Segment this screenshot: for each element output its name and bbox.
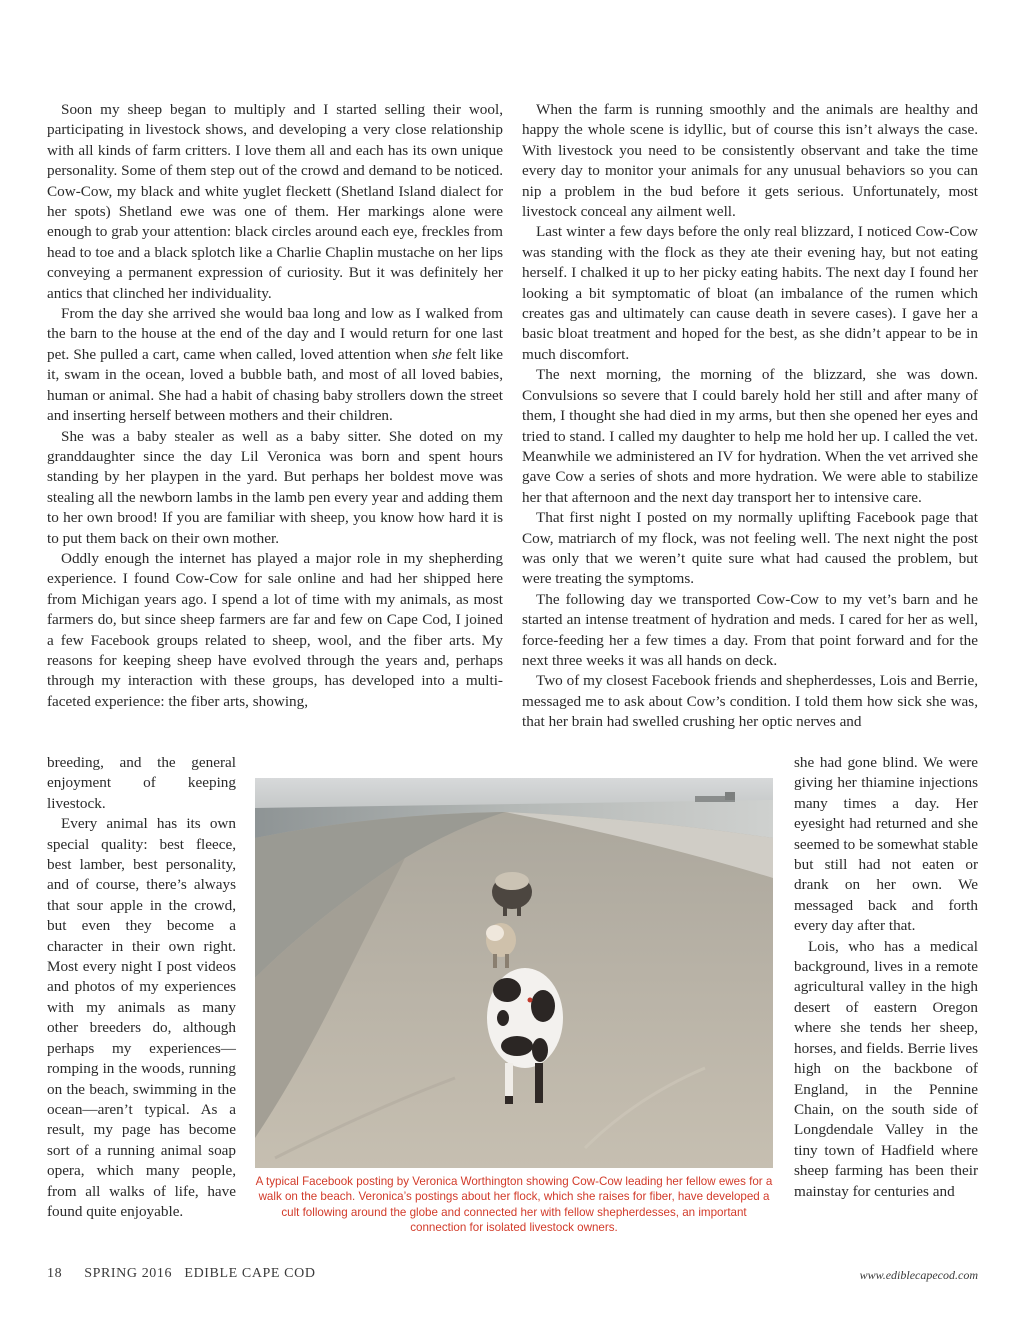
right-column-narrow [794, 753, 978, 1202]
text-run: From the day she arrived she would baa long and low as I walked from the barn to the house at the end of the day and I would return for one last pet. She pulled a cart, came when called, loved attention when [47, 305, 503, 363]
paragraph: The following day we transported Cow-Cow to my vet’s barn and he started an intense treatment of hydration and meds. I cared for her as well, force-feeding her a few times a day. From that point forward and for the next three weeks it was all hands on deck. [522, 590, 978, 669]
paragraph: Soon my sheep began to multiply and I started selling their wool, participating in livestock shows, and developing a very close relationship with all kinds of farm critters. I love them all and each has its own unique personality. Some of them step out of the crowd and demand to be noticed. Cow-Cow, my black and white yuglet fleckett (Shetland Island dialect for her spots) Shetland ewe was one of them. Her markings alone were enough to grab your attention: black circles around each eye, freckles from head to toe and a black splotch like a Charlie Chaplin mustache on her lips conveying a permanent expression of curiosity. But it was definitely her antics that clinched her individuality. [47, 101, 503, 302]
paragraph: breeding, and the general enjoyment of keeping livestock. [47, 754, 236, 812]
photo-caption: A typical Facebook posting by Veronica Worthington showing Cow-Cow leading her fellow ewes for a walk on the beach. Veronica’s postings about her flock, which she raises for fiber, have developed a cult following around the globe and connected her with fellow shepherdesses, an important connection for isolated livestock owners. [255, 1175, 773, 1235]
footer-left [47, 1266, 316, 1282]
website-link[interactable]: www.ediblecapecod.com [859, 1268, 978, 1282]
paragraph [47, 304, 503, 426]
paragraph: That first night I posted on my normally uplifting Facebook page that Cow, matriarch of my flock, was not feeling well. The next night the post was only that we weren’t quite sure what had caused the problem, but were treating the symptoms. [522, 509, 978, 588]
paragraph: Every animal has its own special quality: best fleece, best lamber, best personality, and of course, there’s always that sour apple in the crowd, but even they become a character in their own right. Most every night I post videos and photos of my experiences with my animals as many other breeders do, although perhaps my experiences—romping in the woods, running on the beach, swimming in the ocean—aren’t typical. As a result, my page has become sort of a running animal soap opera, which many people, from all walks of life, have found quite enjoyable. [47, 815, 236, 1220]
paragraph: she had gone blind. We were giving her thiamine injections many times a day. Her eyesight had returned and she seemed to be somewhat stable but still had not eaten or drank on her own. We messaged back and forth every day after that. [794, 754, 978, 935]
paragraph: When the farm is running smoothly and the animals are healthy and happy the whole scene is idyllic, but of course this isn’t always the case. With livestock you need to be consistently observant and take the time every day to monitor your animals for any unusual behaviors so you can nip a problem in the bud before it gets serious. Unfortunately, most livestock conceal any ailment well. [522, 101, 978, 221]
left-column-top [47, 100, 503, 712]
left-column-narrow [47, 753, 236, 1222]
page-number: 18 [47, 1266, 63, 1281]
issue-label: SPRING 2016 [84, 1266, 173, 1281]
beach-sheep-photo [255, 778, 773, 1168]
paragraph: She was a baby stealer as well as a baby sitter. She doted on my granddaughter since the day Lil Veronica was born and spent hours standing by her playpen in the yard. But perhaps her boldest move was stealing all the newborn lambs in the lamb pen every year and adding them to her own brood! If you are familiar with sheep, you know how hard it is to put them back on their own mother. [47, 427, 503, 547]
paragraph: Two of my closest Facebook friends and shepherdesses, Lois and Berrie, messaged me to ask about Cow’s condition. I told them how sick she was, that her brain had swelled crushing her optic nerves and [522, 672, 978, 731]
publication-name: EDIBLE CAPE COD [184, 1266, 316, 1281]
paragraph: The next morning, the morning of the blizzard, she was down. Convulsions so severe that I could barely hold her still and after many of them, I thought she had died in my arms, but then she opened her eyes and tried to stand. I called my daughter to help me hold her up. I called the vet. Meanwhile we administered an IV for hydration. When the vet arrived she gave Cow a series of shots and more hydration. We were able to stabilize her that afternoon and the next day transport her to intensive care. [522, 366, 978, 506]
paragraph: Lois, who has a medical background, lives in a remote agricultural valley in the high desert of eastern Oregon where she tends her sheep, horses, and fields. Berrie lives high on the backbone of England, in the Pennine Chain, on the south side of Longdendale Valley in the tiny town of Hadfield where sheep farming has been their mainstay for centuries and [794, 937, 978, 1200]
right-column-top [522, 100, 978, 733]
emphasis: she [431, 345, 453, 363]
paragraph: Last winter a few days before the only real blizzard, I noticed Cow-Cow was standing with the flock as they ate their evening hay, but not eating herself. I chalked it up to her picky eating habits. The next day I found her looking a bit symptomatic of bloat (an imbalance of the rumen which creates gas and ultimately can cause death in severe cases). I gave her a basic bloat treatment and hoped for the best, as she didn’t appear to be in much discomfort. [522, 223, 978, 363]
text-run: felt like it, swam in the ocean, loved a bubble bath, and most of all loved babies, human or animal. She had a habit of chasing baby strollers down the street and inserting herself between mothers and their children. [47, 345, 504, 425]
paragraph: Oddly enough the internet has played a major role in my shepherding experience. I found Cow-Cow for sale online and had her shipped here from Michigan years ago. I spend a lot of time with my animals, as most farmers do, but since sheep farmers are far and few on Cape Cod, I joined a few Facebook groups related to sheep, wool, and the fiber arts. My reasons for keeping sheep have evolved through the years and, perhaps through my interaction with these groups, has developed into a multi-faceted experience: the fiber arts, showing, [47, 549, 503, 710]
photo-illustration [255, 778, 773, 1168]
